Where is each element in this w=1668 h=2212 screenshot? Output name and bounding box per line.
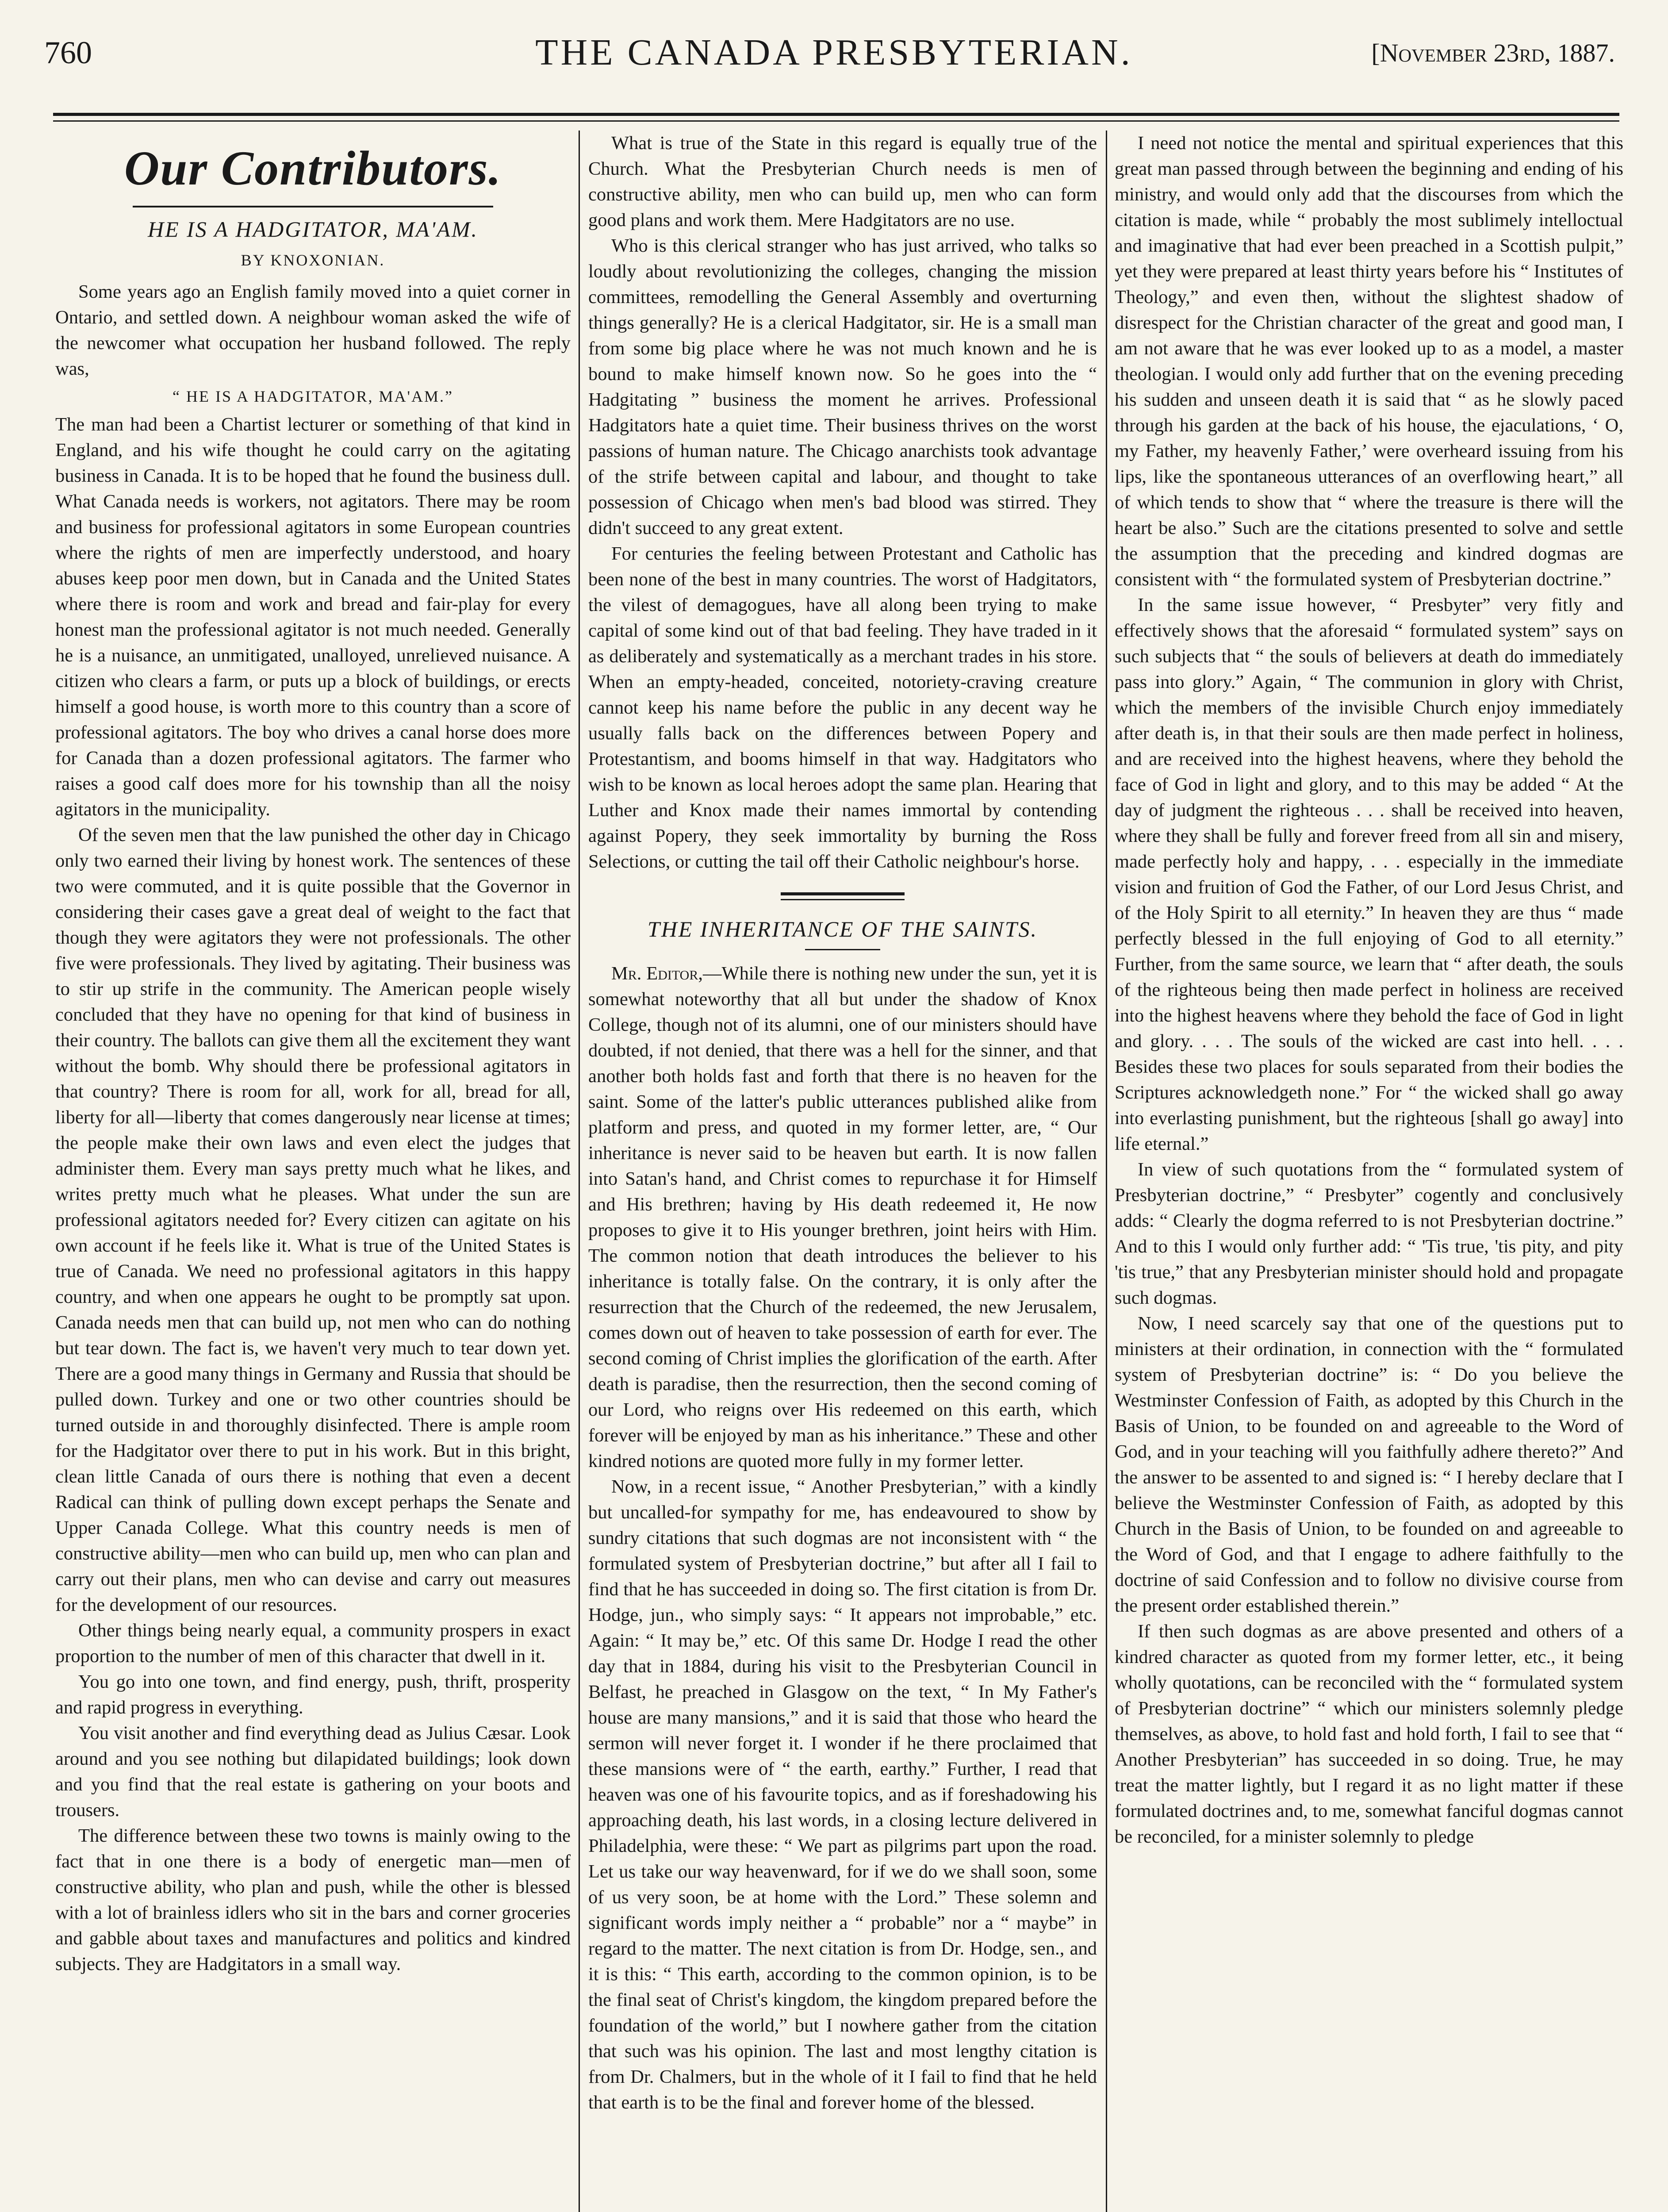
masthead-rule	[133, 206, 494, 207]
paragraph: The man had been a Chartist lecturer or something of that kind in England, and his wife thought he could carry on the agitating business in Canada. It is to be hoped that he found the business dull. What Canada needs is workers, not agitators. There may be room and business for professional agitators in some European countries where the rights of men are imperfectly understood, and hoary abuses keep poor men down, but in Canada and the United States where there is room and work and bread and fair-play for every honest man the professional agitator is not much needed. Generally he is a nuisance, an unmitigated, unalloyed, unrelieved nuisance. A citizen who clears a farm, or puts up a block of buildings, or erects himself a good house, is worth more to this country than a score of professional agitators. The boy who drives a canal horse does more for Canada than a dozen professional agitators. The farmer who raises a good calf does more for his township than all the noisy agitators in the municipality.	[55, 414, 571, 820]
paragraph: Of the seven men that the law punished the other day in Chicago only two earned their living by honest work. The sentences of these two were commuted, and it is quite possible that the Governor in considering their cases gave a great deal of weight to the fact that though they were agitators they were not professionals. The other five were professionals. They lived by agitating. Their business was to stir up strife in the community. The American people wisely concluded that they have no opening for that kind of business in their country. The ballots can give them all the excitement they want without the bomb. Why should there be professional agitators in that country? There is room for all, work for all, bread for all, liberty for all—liberty that comes dangerously near license at times; the people make their own laws and even elect the judges that administer them. Every man says pretty much what he likes, and writes pretty much what he pleases. What under the sun are professional agitators needed for? Every citizen can agitate on his own account if he feels like it. What is true of the United States is true of Canada. We need no professional agitators in this happy country, and when one appears he ought to be promptly sat upon. Canada needs men that can build up, not men who can do nothing but tear down. The fact is, we haven't very much to tear down yet. There are a good many things in Germany and Russia that should be pulled down. Turkey and one or two other countries should be turned outside in and thoroughly disinfected. There is ample room for the Hadgitator over there to put in his work. But in this bright, clean little Canada of ours there is nothing that even a decent Radical can think of pulling down except perhaps the Senate and Upper Canada College. What this country needs is men of constructive ability—men who can build up, men who can plan and carry out their plans, men who can devise and carry out measures for the development of our resources.	[55, 825, 571, 1615]
column-2	[588, 131, 1097, 2212]
paragraph: In the same issue however, “ Presbyter” very fitly and effectively shows that the aforesaid “ formulated system” says on such subjects that “ the souls of believers at death do immediately pass into glory.” Again, “ The communion in glory with Christ, which the members of the invisible Church enjoy immediately after death is, in that their souls are then made perfect in holiness, and are received into the highest heavens, where they behold the face of God in light and glory, and to this may be added “ At the day of judgment the righteous . . . shall be received into heaven, where they shall be fully and forever freed from all sin and misery, made perfectly holy and happy, . . . especially in the immediate vision and fruition of God the Father, of our Lord Jesus Christ, and of the Holy Spirit to all eternity.” In heaven they are thus “ made perfectly blessed in the full enjoying of God to all eternity.” Further, from the same source, we learn that “ after death, the souls of the righteous being then made perfect in holiness are received into the highest heavens where they behold the face of God in light and glory. . . . The souls of the wicked are cast into hell. . . . Besides these two places for souls separated from their bodies the Scriptures acknowledgeth none.” For “ the wicked shall go away into everlasting punishment, but the righteous [shall go away] into life eternal.”	[1115, 595, 1623, 1154]
paragraph-text: —While there is nothing new under the sun, yet it is somewhat noteworthy that all but under the shadow of Knox College, though not of its alumni, one of our ministers should have doubted, if not denied, that there was a hell for the sinner, and that another both holds fast and forth that there is no heaven for the saint. Some of the latter's public utterances published alike from platform and press, and quoted in my former letter, are, “ Our inheritance is never said to be heaven but earth. It is now fallen into Satan's hand, and Christ comes to repurchase it for Himself and His brethren; having by His death redeemed it, He now proposes to give it to His younger brethren, joint heirs with Him. The common notion that death introduces the believer to his inheritance is totally false. On the contrary, it is only after the resurrection that the Church of the redeemed, the new Jerusalem, comes down out of heaven to take possession of earth for ever. The second coming of Christ implies the glorification of the earth. After death is paradise, then the resurrection, then the second coming of our Lord, who reigns over His redeemed on this earth, which forever will be enjoyed by man as his inheritance.” These and other kindred notions are quoted more fully in my former letter.	[588, 963, 1097, 1471]
page-number: 760	[44, 35, 92, 70]
paragraph: Other things being nearly equal, a community prospers in exact proportion to the number of men of this character that dwell in it.	[55, 1620, 571, 1667]
paragraph: Now, I need scarcely say that one of the questions put to ministers at their ordination, in connection with the “ formulated system of Presbyterian doctrine” is: “ Do you believe the Westminster Confession of Faith, as adopted by this Church in the Basis of Union, to be founded on and agreeable to the Word of God, and in your teaching will you faithfully adhere thereto?” And the answer to be assented to and signed is: “ I hereby declare that I believe the Westminster Confession of Faith, as adopted by this Church in the Basis of Union, to be founded on and agreeable to the Word of God, and that I engage to adhere faithfully to the doctrine of said Confession and to follow no divisive course from the present order established therein.”	[1115, 1313, 1623, 1616]
pull-quote: “ HE IS A HADGITATOR, MA'AM.”	[173, 388, 453, 405]
column-3	[1115, 131, 1623, 2212]
title-rule	[805, 949, 880, 950]
article-title-inheritance: THE INHERITANCE OF THE SAINTS.	[647, 917, 1038, 941]
paragraph: You go into one town, and find energy, push, thrift, prosperity and rapid progress in everything.	[55, 1671, 571, 1718]
header-rule	[53, 113, 1619, 116]
paragraph: I need not notice the mental and spiritual experiences that this great man passed through between the beginning and ending of his ministry, and would only add that the discourses from which the citation is made, while “ probably the most sublimely intelloctual and imaginative that had ever been preached in a Scottish pulpit,” yet they were prepared at least thirty years before his “ Institutes of Theology,” and even then, without the slightest shadow of disrespect for the Christian character of the great and good man, I am not aware that he was ever looked up to as a model, a master theologian. I would only add further that on the evening preceding his sudden and unseen death it is said that “ as he slowly paced through his garden at the back of his house, the ejaculations, ‘ O, my Father, my heavenly Father,’ were overheard issuing from his lips, like the spontaneous utterances of an overflowing heart,” all of which tends to show that “ where the treasure is there will the heart be also.” Such are the citations presented to solve and settle the assumption that the preceding and kindred dogmas are consistent with “ the formulated system of Presbyterian doctrine.”	[1115, 133, 1623, 590]
paragraph: Now, in a recent issue, “ Another Presbyterian,” with a kindly but uncalled-for sympathy for me, has endeavoured to show by sundry citations that such dogmas are not inconsistent with “ the formulated system of Presbyterian doctrine,” but after all I fail to find that he has succeeded in doing so. The first citation is from Dr. Hodge, jun., who simply says: “ It appears not improbable,” etc. Again: “ It may be,” etc. Of this same Dr. Hodge I read the other day that in 1884, during his visit to the Presbyterian Council in Belfast, he preached in Glasgow on the text, “ In My Father's house are many mansions,” and it is said that those who heard the sermon will never forget it. I wonder if he there proclaimed that these mansions were of “ the earth, earthy.” Further, I read that heaven was one of his favourite topics, and as if foreshadowing his approaching death, his last words, in a closing lecture delivered in Philadelphia, were these: “ We part as pilgrims part upon the road. Let us take our way heavenward, for if we do we shall soon, some of us very soon, be at home with the Lord.” These solemn and significant words imply neither a “ probable” nor a “ maybe” in regard to the matter. The next citation is from Dr. Hodge, sen., and it is this: “ This earth, according to the common opinion, is to be the final seat of Christ's kingdom, the kingdom prepared before the foundation of the world,” but I nowhere gather from the citation that such was his opinion. The last and most lengthy citation is from Dr. Chalmers, but in the whole of it I fail to find that he held that earth is to be the final and forever home of the blessed.	[588, 1476, 1097, 2113]
article-divider	[781, 892, 905, 900]
running-title: THE CANADA PRESBYTERIAN.	[535, 32, 1133, 73]
issue-date: [November 23rd, 1887.	[1371, 38, 1615, 67]
salutation: Mr. Editor,	[611, 963, 703, 984]
paragraph: Some years ago an English family moved into a quiet corner in Ontario, and settled down. A neighbour woman asked the wife of the newcomer what occupation her husband followed. The reply was,	[55, 281, 571, 379]
paragraph: For centuries the feeling between Protestant and Catholic has been none of the best in many countries. The worst of Hadgitators, the vilest of demagogues, have all along been trying to make capital of some kind out of that bad feeling. They have traded in it as deliberately and systematically as a merchant trades in his store. When an empty-headed, conceited, notoriety-craving creature cannot keep his name before the public in any decent way he usually falls back on the differences between Popery and Protestantism, and booms himself in that way. Hadgitators who wish to be known as local heroes adopt the same plan. Hearing that Luther and Knox made their names immortal by contending against Popery, they seek immortality by burning the Ross Selections, or cutting the tail off their Catholic neighbour's horse.	[588, 543, 1097, 872]
paragraph: If then such dogmas as are above presented and others of a kindred character as quoted from my former letter, etc., it being wholly quotations, can be reconciled with the “ formulated system of Presbyterian doctrine” “ which our ministers solemnly pledge themselves, as above, to hold fast and hold forth, I fail to see that “ Another Presbyterian” has succeeded in so doing. True, he may treat the matter lightly, but I regard it as no light matter if these formulated doctrines and, to me, somewhat fanciful dogmas cannot be reconciled, for a minister solemnly to pledge	[1115, 1621, 1623, 1847]
paragraph: In view of such quotations from the “ formulated system of Presbyterian doctrine,” “ Presbyter” cogently and conclusively adds: “ Clearly the dogma referred to is not Presbyterian doctrine.” And to this I would only further add: “ 'Tis true, 'tis pity, and pity 'tis true,” that any Presbyterian minister should hold and propagate such dogmas.	[1115, 1159, 1623, 1308]
paragraph: The difference between these two towns is mainly owing to the fact that in one there is a body of energetic man—men of constructive ability, who plan and push, while the other is blessed with a lot of brainless idlers who sit in the bars and corner groceries and gabble about taxes and manufactures and politics and kindred subjects. They are Hadgitators in a small way.	[55, 1825, 571, 1974]
column-divider-2	[1106, 131, 1107, 2212]
paragraph	[588, 961, 1097, 1474]
article-byline: BY KNOXONIAN.	[241, 251, 385, 269]
column-1	[55, 131, 571, 2212]
header-rule-thin	[53, 120, 1619, 122]
paragraph: What is true of the State in this regard is equally true of the Church. What the Presbyterian Church needs is men of constructive ability, men who can build up, men who can form good plans and work them. Mere Hadgitators are no use.	[588, 133, 1097, 230]
column-divider-1	[579, 131, 580, 2212]
paragraph: You visit another and find everything dead as Julius Cæsar. Look around and you see nothing but dilapidated buildings; look down and you find that the real estate is gathering on your boots and trousers.	[55, 1723, 571, 1820]
paragraph: Who is this clerical stranger who has just arrived, who talks so loudly about revolutionizing the colleges, changing the mission committees, remodelling the General Assembly and overturning things generally? He is a clerical Hadgitator, sir. He is a small man from some big place where he was not much known and he is bound to make himself known now. So he goes into the “ Hadgitating ” business the moment he arrives. Professional Hadgitators hate a quiet time. Their business thrives on the worst passions of human nature. The Chicago anarchists took advantage of the strife between capital and labour, and thought to take possession of Chicago when men's bad blood was stirred. They didn't succeed to any great extent.	[588, 235, 1097, 538]
article-title-hadgitator: HE IS A HADGITATOR, MA'AM.	[148, 217, 478, 242]
section-masthead: Our Contributors.	[124, 141, 502, 195]
